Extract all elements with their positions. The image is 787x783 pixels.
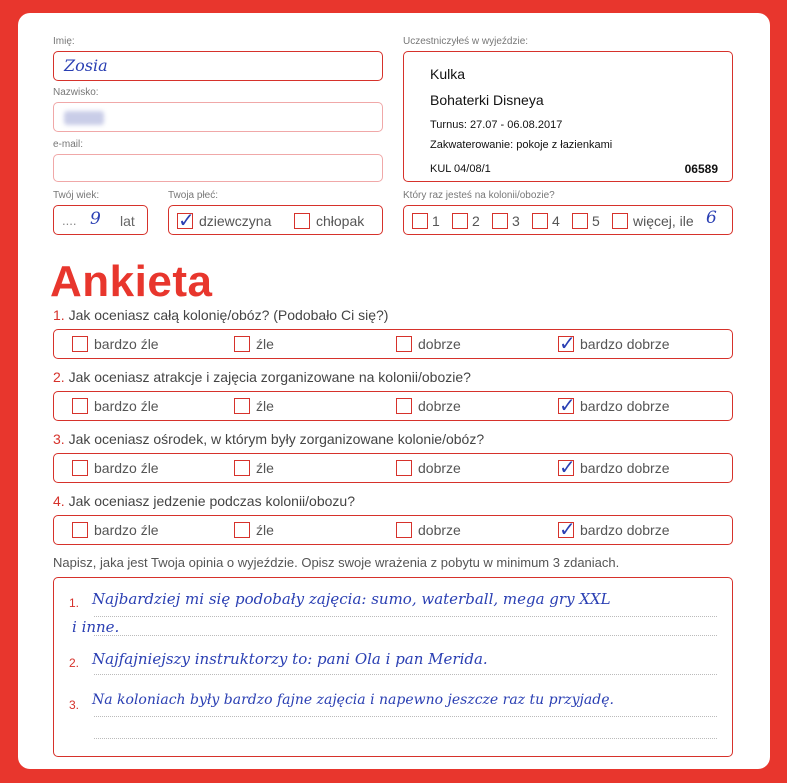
gender-female-checkbox[interactable]	[177, 213, 193, 229]
camp-name-2: Bohaterki Disneya	[430, 92, 544, 108]
times-2-checkbox[interactable]	[452, 213, 468, 229]
question-1	[53, 307, 388, 323]
question-4-text: Jak oceniasz jedzenie podczas kolonii/obozu?	[68, 493, 355, 509]
q3-option-2-checkbox[interactable]	[234, 460, 250, 476]
q1-option-3-checkbox[interactable]	[396, 336, 412, 352]
camp-code: KUL 04/08/1	[430, 163, 491, 175]
q3-option-3-checkbox[interactable]	[396, 460, 412, 476]
ruled-line	[94, 635, 717, 636]
q2-option-4-checkbox[interactable]	[558, 398, 574, 414]
q1-option-4-checkbox[interactable]	[558, 336, 574, 352]
gender-male-label: chłopak	[316, 212, 365, 229]
q2-option-2-label: źle	[256, 397, 274, 414]
q2-option-1-checkbox[interactable]	[72, 398, 88, 414]
q3-option-4-checkbox[interactable]	[558, 460, 574, 476]
answer-1-line-1: Najbardziej mi się podobały zajęcia: sumo, waterball, mega gry XXL	[92, 590, 611, 608]
ruled-line	[94, 716, 717, 717]
accommodation-label: Zakwaterowanie:	[430, 139, 514, 151]
question-2-number: 2.	[53, 369, 65, 385]
answer-2-line-1: Najfajniejszy instruktorzy to: pani Ola i pan Merida.	[92, 650, 488, 668]
times-2-label: 2	[472, 212, 480, 229]
times-1-label: 1	[432, 212, 440, 229]
times-3-label: 3	[512, 212, 520, 229]
q3-option-1-checkbox[interactable]	[72, 460, 88, 476]
question-2	[53, 369, 471, 385]
times-more-value: 6	[706, 208, 717, 228]
answer-2-number: 2.	[69, 656, 80, 670]
q2-option-1-label: bardzo źle	[94, 397, 159, 414]
camp-name-1: Kulka	[430, 66, 466, 82]
q4-option-3-label: dobrze	[418, 521, 461, 538]
answer-3-number: 3.	[69, 698, 80, 712]
answer-3-line-1: Na koloniach były bardzo fajne zajęcia i napewno jeszcze raz tu przyjadę.	[92, 692, 614, 708]
times-5-checkbox[interactable]	[572, 213, 588, 229]
turnus-label: Turnus:	[430, 119, 467, 131]
question-1-text: Jak oceniasz całą kolonię/obóz? (Podobało Ci się?)	[68, 307, 389, 323]
age-field[interactable]	[53, 205, 148, 235]
q2-option-2-checkbox[interactable]	[234, 398, 250, 414]
ruled-line	[94, 738, 717, 739]
ruled-line	[94, 674, 717, 675]
gender-female-label: dziewczyna	[199, 212, 272, 229]
q1-option-2-checkbox[interactable]	[234, 336, 250, 352]
survey-sheet	[18, 13, 770, 769]
times-4-checkbox[interactable]	[532, 213, 548, 229]
answer-1-number: 1.	[69, 596, 80, 610]
question-1-options	[53, 329, 733, 359]
times-more-checkbox[interactable]	[612, 213, 628, 229]
q2-option-4-label: bardzo dobrze	[580, 397, 670, 414]
question-4	[53, 493, 355, 509]
opinion-box[interactable]	[53, 577, 733, 757]
q3-option-4-label: bardzo dobrze	[580, 459, 670, 476]
age-label: Twój wiek:	[53, 190, 100, 201]
q3-option-2-label: źle	[256, 459, 274, 476]
surname-blurred	[64, 111, 104, 125]
times-field	[403, 205, 733, 235]
q1-option-4-label: bardzo dobrze	[580, 335, 670, 352]
answer-1-line-2: i inne.	[72, 618, 120, 636]
times-5-label: 5	[592, 212, 600, 229]
q4-option-1-label: bardzo źle	[94, 521, 159, 538]
gender-label: Twoja płeć:	[168, 190, 219, 201]
q4-option-4-checkbox[interactable]	[558, 522, 574, 538]
times-more-label: więcej, ile	[633, 212, 694, 229]
name-field[interactable]	[53, 51, 383, 81]
question-3-text: Jak oceniasz ośrodek, w którym były zorganizowane kolonie/obóz?	[68, 431, 485, 447]
participated-label: Uczestniczyłeś w wyjeździe:	[403, 36, 529, 47]
name-value: Zosia	[64, 56, 108, 75]
camp-info-box	[403, 51, 733, 182]
q3-option-3-label: dobrze	[418, 459, 461, 476]
q4-option-4-label: bardzo dobrze	[580, 521, 670, 538]
q4-option-2-label: źle	[256, 521, 274, 538]
q4-option-2-checkbox[interactable]	[234, 522, 250, 538]
q3-option-1-label: bardzo źle	[94, 459, 159, 476]
question-1-number: 1.	[53, 307, 65, 323]
gender-field	[168, 205, 383, 235]
turnus-value: 27.07 - 06.08.2017	[469, 119, 563, 131]
age-value: 9	[90, 209, 101, 229]
q4-option-1-checkbox[interactable]	[72, 522, 88, 538]
camp-number: 06589	[684, 162, 718, 176]
q2-option-3-checkbox[interactable]	[396, 398, 412, 414]
email-label: e-mail:	[53, 139, 84, 150]
ruled-line	[94, 616, 717, 617]
name-label: Imię:	[53, 36, 75, 47]
times-1-checkbox[interactable]	[412, 213, 428, 229]
gender-male-checkbox[interactable]	[294, 213, 310, 229]
question-2-text: Jak oceniasz atrakcje i zajęcia zorganizowane na kolonii/obozie?	[68, 369, 471, 385]
surname-field[interactable]	[53, 102, 383, 132]
q1-option-2-label: źle	[256, 335, 274, 352]
q1-option-1-checkbox[interactable]	[72, 336, 88, 352]
age-unit: lat	[120, 213, 135, 229]
question-4-number: 4.	[53, 493, 65, 509]
question-3	[53, 431, 484, 447]
q4-option-3-checkbox[interactable]	[396, 522, 412, 538]
question-4-options	[53, 515, 733, 545]
age-dots: ....	[62, 213, 77, 228]
times-3-checkbox[interactable]	[492, 213, 508, 229]
times-4-label: 4	[552, 212, 560, 229]
survey-title: Ankieta	[50, 257, 213, 306]
q2-option-3-label: dobrze	[418, 397, 461, 414]
email-field[interactable]	[53, 154, 383, 182]
q1-option-1-label: bardzo źle	[94, 335, 159, 352]
times-label: Który raz jesteś na kolonii/obozie?	[403, 190, 555, 201]
surname-label: Nazwisko:	[53, 87, 99, 98]
accommodation-value: pokoje z łazienkami	[516, 139, 613, 151]
question-2-options	[53, 391, 733, 421]
question-3-options	[53, 453, 733, 483]
question-3-number: 3.	[53, 431, 65, 447]
q1-option-3-label: dobrze	[418, 335, 461, 352]
opinion-prompt: Napisz, jaka jest Twoja opinia o wyjeździe. Opisz swoje wrażenia z pobytu w minimum 3 zdaniach.	[53, 555, 620, 570]
